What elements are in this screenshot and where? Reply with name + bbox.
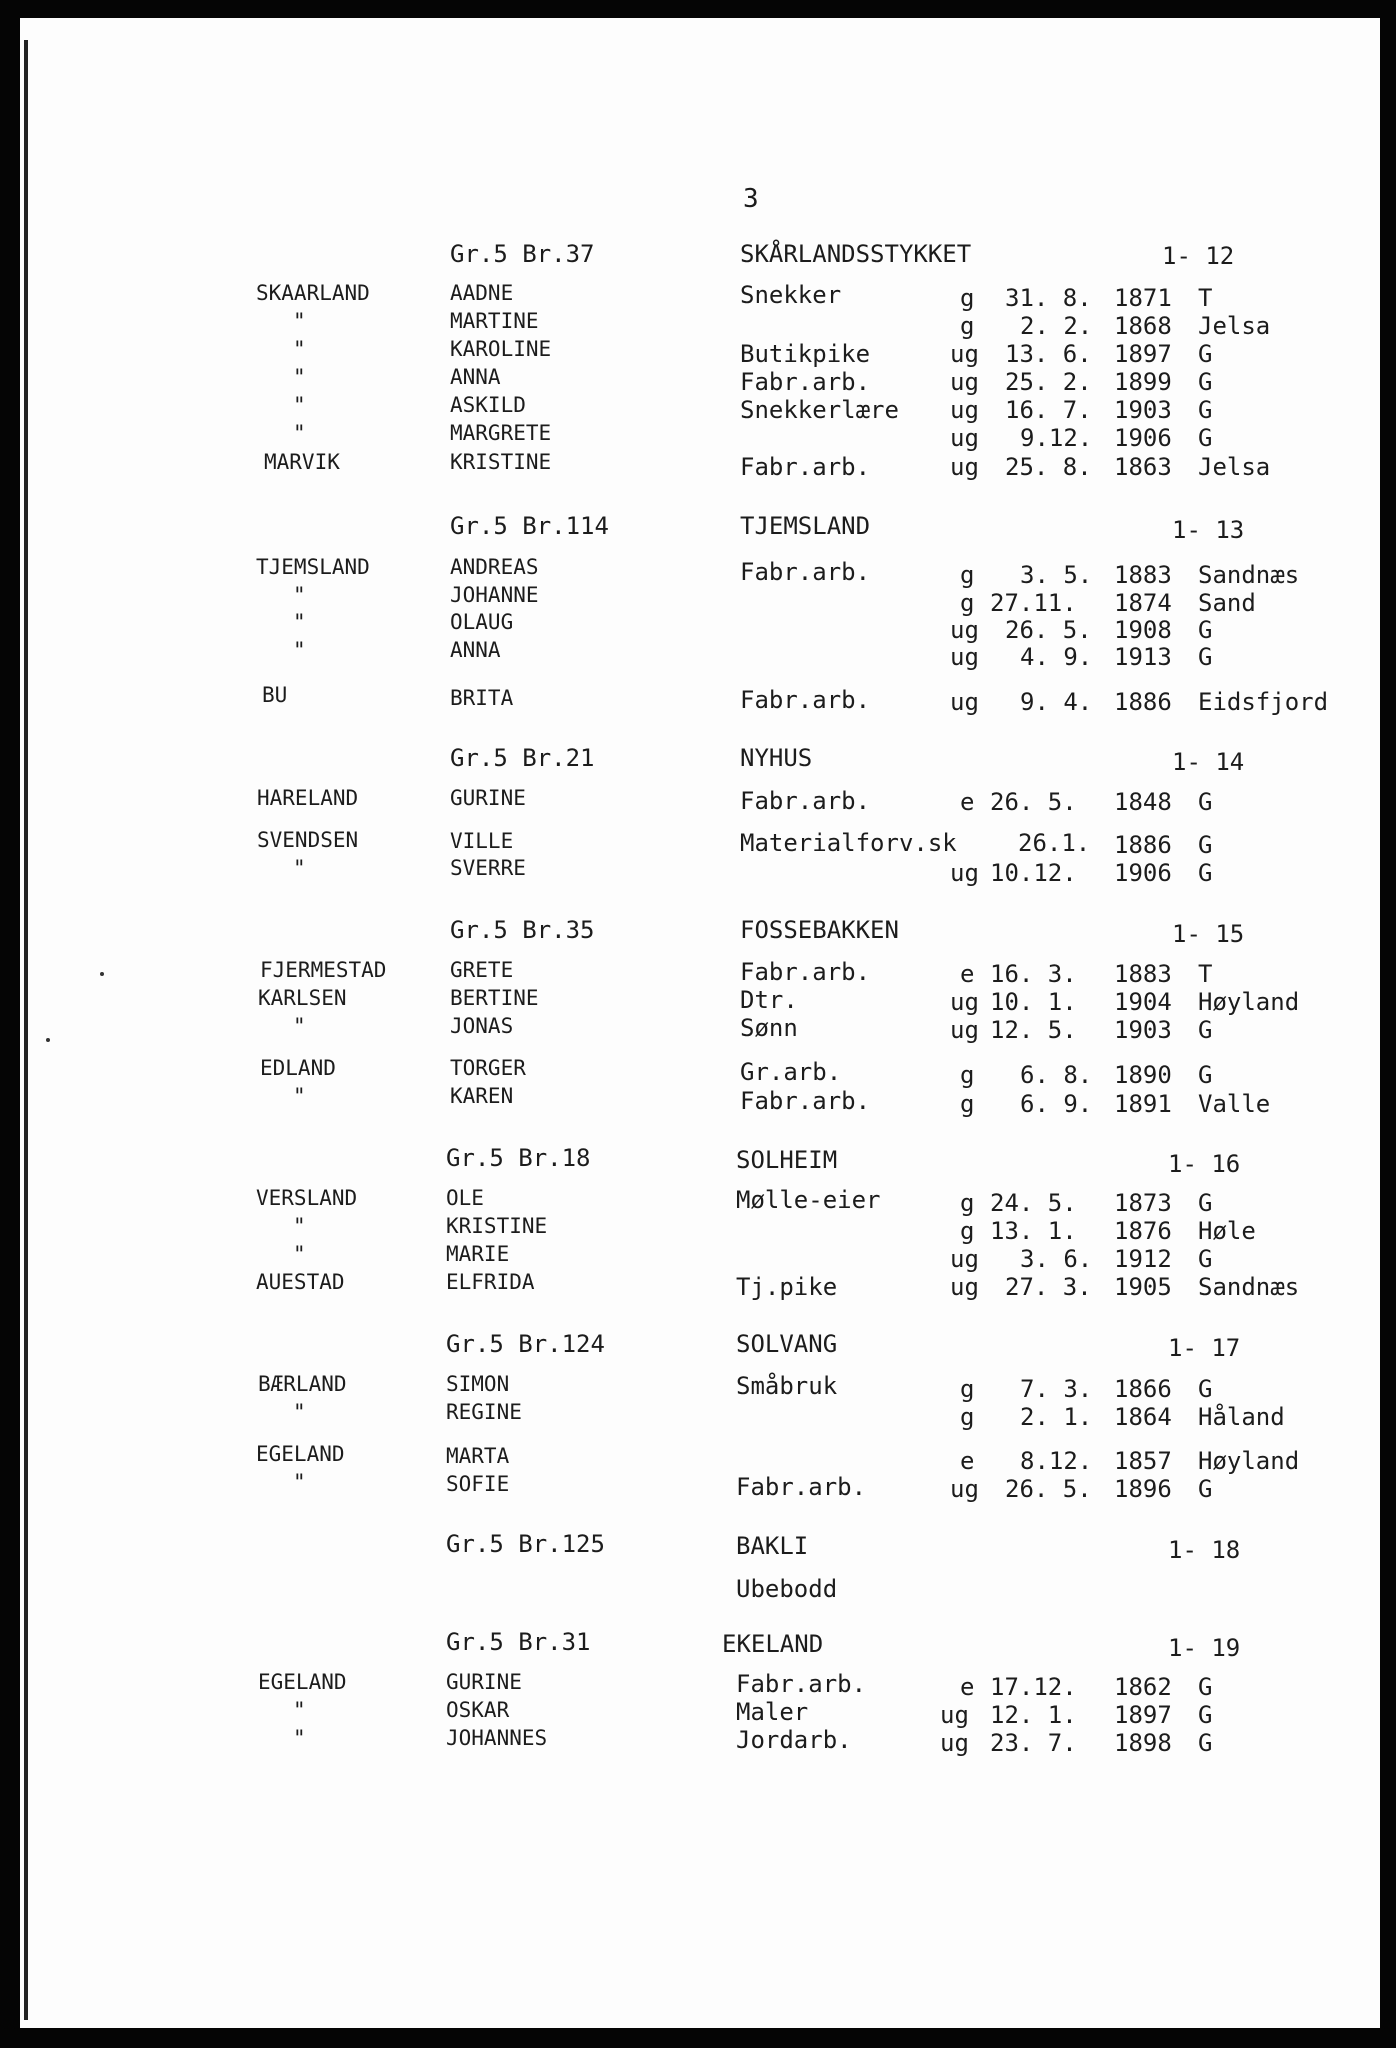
first-name: GRETE [450,958,514,982]
farm-name: SOLHEIM [736,1146,838,1174]
birth-year: 1873 [1114,1189,1172,1217]
ditto-mark: " [293,583,306,607]
surname: EGELAND [256,1442,345,1466]
marital-status: g [960,1403,975,1431]
first-name: MARTA [446,1444,510,1468]
marital-status: ug [950,643,979,671]
first-name: OSKAR [446,1698,510,1722]
first-name: KRISTINE [446,1214,548,1238]
birth-date: 2. 1. [1020,1403,1093,1431]
marital-status: g [960,284,975,312]
marital-status: ug [950,1016,979,1044]
birth-place: Høyland [1198,988,1300,1016]
occupation: Fabr.arb. [740,558,871,586]
first-name: ANDREAS [450,555,539,579]
first-name: KAREN [450,1084,514,1108]
birth-year: 1899 [1114,368,1172,396]
surname: SKAARLAND [256,281,370,305]
marital-status: ug [950,424,979,452]
ditto-mark: " [293,1470,306,1494]
birth-year: 1896 [1114,1475,1172,1503]
surname: KARLSEN [258,986,347,1010]
first-name: ASKILD [450,393,526,417]
scan-edge-line [24,40,28,2020]
occupation: Butikpike [740,340,871,368]
birth-year: 1912 [1114,1245,1172,1273]
ditto-mark: " [293,638,306,662]
marital-status: g [960,1189,975,1217]
birth-year: 1866 [1114,1375,1172,1403]
birth-date: 2. 2. [1020,312,1093,340]
marital-status: g [960,1375,975,1403]
birth-year: 1906 [1114,859,1172,887]
birth-place: G [1198,424,1213,452]
marital-status: ug [940,1701,969,1729]
first-name: AADNE [450,281,514,305]
birth-year: 1868 [1114,312,1172,340]
birth-place: Eidsfjord [1198,688,1329,716]
birth-date: 16. 7. [1005,396,1092,424]
birth-year: 1883 [1114,960,1172,988]
register-code: 1- 19 [1168,1634,1241,1662]
ditto-mark: " [293,610,306,634]
birth-date: 26.1. [1018,829,1091,857]
marital-status: ug [950,859,979,887]
birth-place: Sandnæs [1198,561,1300,589]
marital-status: g [960,1217,975,1245]
birth-place: Høle [1198,1217,1256,1245]
surname: EGELAND [258,1670,347,1694]
birth-year: 1886 [1114,688,1172,716]
property-reference: Gr.5 Br.125 [446,1530,605,1558]
occupation: Snekkerlære [740,396,899,424]
marital-status: ug [950,688,979,716]
register-code: 1- 15 [1172,920,1245,948]
occupation: Småbruk [736,1372,838,1400]
marital-status: g [960,589,975,617]
birth-place: G [1198,643,1213,671]
property-reference: Gr.5 Br.37 [450,240,595,268]
marital-status: e [960,1447,975,1475]
speck [100,972,104,976]
ditto-mark: " [293,393,306,417]
birth-place: Jelsa [1198,312,1271,340]
occupation: Fabr.arb. [736,1670,867,1698]
surname: BU [262,683,288,707]
surname: BÆRLAND [258,1372,347,1396]
birth-place: G [1198,788,1213,816]
birth-year: 1848 [1114,788,1172,816]
marital-status: ug [950,340,979,368]
birth-year: 1890 [1114,1061,1172,1089]
surname: HARELAND [257,786,359,810]
first-name: OLAUG [450,610,514,634]
first-name: ANNA [450,638,501,662]
birth-year: 1883 [1114,561,1172,589]
marital-status: g [960,561,975,589]
birth-year: 1903 [1114,396,1172,424]
birth-year: 1862 [1114,1673,1172,1701]
marital-status: g [960,312,975,340]
birth-place: Valle [1198,1090,1271,1118]
marital-status: g [960,1061,975,1089]
register-code: 1- 16 [1168,1150,1241,1178]
property-reference: Gr.5 Br.21 [450,744,595,772]
property-reference: Gr.5 Br.31 [446,1628,591,1656]
birth-year: 1898 [1114,1729,1172,1757]
ditto-mark: " [293,337,306,361]
birth-year: 1905 [1114,1273,1172,1301]
first-name: MARIE [446,1242,510,1266]
birth-date: 26. 5. [1005,1475,1092,1503]
farm-name: NYHUS [740,744,813,772]
ditto-mark: " [293,1014,306,1038]
ditto-mark: " [293,365,306,389]
occupation: Fabr.arb. [740,453,871,481]
first-name: MARGRETE [450,421,552,445]
birth-date: 24. 5. [990,1189,1077,1217]
occupation: Jordarb. [736,1726,852,1754]
farm-name: FOSSEBAKKEN [740,916,899,944]
birth-place: Håland [1198,1403,1285,1431]
farm-name: TJEMSLAND [740,512,871,540]
ditto-mark: " [293,1726,306,1750]
surname: MARVIK [264,450,340,474]
occupation: Fabr.arb. [740,787,871,815]
speck [46,1038,50,1042]
first-name: KRISTINE [450,450,552,474]
birth-place: G [1198,396,1213,424]
marital-status: ug [950,988,979,1016]
birth-year: 1874 [1114,589,1172,617]
marital-status: ug [950,1475,979,1503]
first-name: JOHANNE [450,583,539,607]
birth-year: 1886 [1114,831,1172,859]
occupation: Materialforv.sk [740,829,957,857]
ditto-mark: " [293,856,306,880]
first-name: REGINE [446,1400,522,1424]
property-reference: Gr.5 Br.114 [450,512,609,540]
occupation: Snekker [740,281,842,309]
first-name: ANNA [450,365,501,389]
marital-status: ug [950,396,979,424]
birth-date: 12. 1. [990,1701,1077,1729]
surname: EDLAND [260,1056,336,1080]
birth-date: 17.12. [990,1673,1077,1701]
birth-year: 1863 [1114,453,1172,481]
birth-date: 10.12. [990,859,1077,887]
birth-place: G [1198,1375,1213,1403]
birth-place: G [1198,1701,1213,1729]
birth-place: G [1198,1245,1213,1273]
birth-place: G [1198,368,1213,396]
first-name: GURINE [450,786,526,810]
birth-year: 1908 [1114,616,1172,644]
occupation: Sønn [740,1014,798,1042]
register-code: 1- 12 [1162,242,1235,270]
first-name: BERTINE [450,986,539,1010]
birth-date: 3. 6. [1020,1245,1093,1273]
page-number: 3 [743,184,759,214]
first-name: ELFRIDA [446,1270,535,1294]
surname: FJERMESTAD [260,958,387,982]
ditto-mark: " [293,421,306,445]
birth-date: 12. 5. [990,1016,1077,1044]
first-name: OLE [446,1186,484,1210]
birth-place: Jelsa [1198,453,1271,481]
birth-date: 9.12. [1020,424,1093,452]
first-name: MARTINE [450,309,539,333]
birth-date: 26. 5. [990,788,1077,816]
birth-date: 4. 9. [1020,643,1093,671]
birth-date: 27.11. [990,589,1077,617]
birth-place: G [1198,1061,1213,1089]
register-code: 1- 14 [1172,748,1245,776]
birth-date: 25. 2. [1005,368,1092,396]
occupation: Maler [736,1698,809,1726]
surname: SVENDSEN [257,828,359,852]
birth-date: 25. 8. [1005,453,1092,481]
marital-status: ug [940,1729,969,1757]
first-name: VILLE [450,829,514,853]
birth-year: 1871 [1114,284,1172,312]
birth-date: 7. 3. [1020,1375,1093,1403]
property-reference: Gr.5 Br.18 [446,1144,591,1172]
occupation: Mølle-eier [736,1186,881,1214]
first-name: JONAS [450,1014,514,1038]
birth-date: 26. 5. [1005,616,1092,644]
birth-year: 1913 [1114,643,1172,671]
birth-date: 23. 7. [990,1729,1077,1757]
birth-date: 9. 4. [1020,688,1093,716]
marital-status: e [960,788,975,816]
birth-year: 1897 [1114,340,1172,368]
marital-status: e [960,960,975,988]
birth-place: G [1198,1475,1213,1503]
marital-status: ug [950,616,979,644]
birth-place: T [1198,284,1213,312]
birth-date: 6. 8. [1020,1061,1093,1089]
marital-status: ug [950,453,979,481]
birth-date: 16. 3. [990,960,1077,988]
birth-place: G [1198,1729,1213,1757]
birth-date: 13. 6. [1005,340,1092,368]
farm-name: BAKLI [736,1532,809,1560]
birth-place: Sand [1198,589,1256,617]
birth-year: 1904 [1114,988,1172,1016]
birth-place: G [1198,1189,1213,1217]
birth-place: Sandnæs [1198,1273,1300,1301]
register-code: 1- 13 [1172,516,1245,544]
birth-date: 6. 9. [1020,1090,1093,1118]
document-page [20,18,1380,2028]
ditto-mark: " [293,309,306,333]
birth-year: 1897 [1114,1701,1172,1729]
birth-place: G [1198,1016,1213,1044]
birth-place: G [1198,1673,1213,1701]
ditto-mark: " [293,1698,306,1722]
occupation: Fabr.arb. [740,1087,871,1115]
birth-date: 8.12. [1020,1447,1093,1475]
birth-place: G [1198,616,1213,644]
birth-place: G [1198,859,1213,887]
birth-place: G [1198,340,1213,368]
property-reference: Gr.5 Br.124 [446,1330,605,1358]
surname: TJEMSLAND [256,555,370,579]
first-name: GURINE [446,1670,522,1694]
occupation: Tj.pike [736,1273,838,1301]
birth-date: 13. 1. [990,1217,1077,1245]
birth-date: 31. 8. [1005,284,1092,312]
birth-place: G [1198,831,1213,859]
ditto-mark: " [293,1214,306,1238]
occupation: Fabr.arb. [740,686,871,714]
birth-year: 1903 [1114,1016,1172,1044]
marital-status: e [960,1673,975,1701]
marital-status: g [960,1090,975,1118]
birth-year: 1876 [1114,1217,1172,1245]
surname: AUESTAD [256,1270,345,1294]
farm-name: SOLVANG [736,1330,838,1358]
farm-name: EKELAND [722,1630,824,1658]
first-name: TORGER [450,1056,526,1080]
birth-date: 3. 5. [1020,561,1093,589]
first-name: KAROLINE [450,337,552,361]
birth-place: T [1198,960,1213,988]
birth-place: Høyland [1198,1447,1300,1475]
birth-date: 10. 1. [990,988,1077,1016]
register-code: 1- 17 [1168,1334,1241,1362]
uninhabited-note: Ubebodd [736,1575,838,1603]
birth-year: 1891 [1114,1090,1172,1118]
occupation: Fabr.arb. [736,1473,867,1501]
birth-date: 27. 3. [1005,1273,1092,1301]
birth-year: 1857 [1114,1447,1172,1475]
first-name: SVERRE [450,856,526,880]
first-name: BRITA [450,686,514,710]
marital-status: ug [950,368,979,396]
register-code: 1- 18 [1168,1536,1241,1564]
ditto-mark: " [293,1400,306,1424]
farm-name: SKÅRLANDSSTYKKET [740,240,972,268]
occupation: Gr.arb. [740,1058,842,1086]
birth-year: 1864 [1114,1403,1172,1431]
property-reference: Gr.5 Br.35 [450,916,595,944]
marital-status: ug [950,1245,979,1273]
first-name: SOFIE [446,1472,510,1496]
ditto-mark: " [293,1242,306,1266]
ditto-mark: " [293,1084,306,1108]
birth-year: 1906 [1114,424,1172,452]
first-name: SIMON [446,1372,510,1396]
marital-status: ug [950,1273,979,1301]
occupation: Fabr.arb. [740,958,871,986]
surname: VERSLAND [256,1186,358,1210]
occupation: Fabr.arb. [740,368,871,396]
first-name: JOHANNES [446,1726,548,1750]
occupation: Dtr. [740,986,798,1014]
